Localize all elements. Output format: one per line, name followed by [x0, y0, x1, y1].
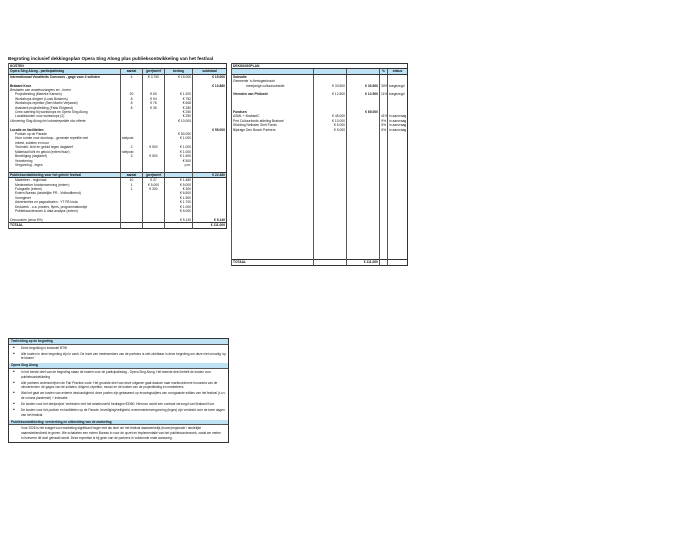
cell: € 10.000 [165, 119, 193, 123]
cell: Vrienden van Philoxéé [232, 92, 314, 96]
cell: 41% [381, 114, 388, 119]
cell: € 3.750 [143, 74, 165, 79]
cell: meerjarige cultuursubsidie [232, 84, 314, 88]
cell [388, 260, 408, 265]
cell: ASML + BrabantC [232, 114, 314, 118]
cell: stelpost [121, 150, 143, 154]
cell: Marketeer - regionaal [9, 178, 121, 183]
cell: € 1.480 [165, 178, 193, 183]
cell: stelpost [121, 136, 143, 140]
cell: € 1.000 [165, 150, 193, 154]
cell: Workshops dirigent (Louis Buskens) [9, 97, 121, 101]
cell: Fotografie (extern) [9, 187, 121, 191]
cell: 5% [381, 123, 386, 128]
cell: 8 [121, 101, 143, 105]
total-row [232, 260, 408, 265]
cell: Fondsen [232, 110, 314, 114]
cell: € 5.140 [193, 218, 227, 223]
cell: 1 [121, 187, 143, 191]
cell: Advertenties en pagnaticalen : YT FB Insta [9, 200, 121, 204]
cell: Vergunning - leges [9, 163, 121, 167]
pub-header: Publieksontwikkeling: versterking en uitbreiding van de marketing [9, 420, 228, 426]
cell: % [380, 69, 388, 74]
cell: Onvoorzien (circa 5%) [9, 218, 121, 223]
cell: 40 [121, 178, 143, 183]
cell: € 94 [143, 97, 165, 101]
cell: Materiaal licht en geluid (extern/huur) [9, 150, 121, 154]
cell: € 1.200 [165, 92, 193, 96]
cell: € 35 [143, 106, 165, 110]
cell: € 5.000 [165, 183, 193, 187]
cell: in aanvraag [389, 123, 407, 128]
cell: Medewerker fondsenwerving (extern) [9, 183, 121, 187]
cell: € 13.860 [193, 84, 227, 88]
cell: € 15.000 [165, 74, 193, 79]
cell: orkest, solisten en koor [9, 141, 121, 145]
cell: € 33.500 [314, 84, 347, 88]
cell: Brabant Koor [9, 84, 121, 88]
cell: Gemeente 's-Hertogenbosch [232, 79, 314, 83]
cell: € 45.000 [314, 114, 347, 118]
cell: Drukwerk - o.a. posters, flyers, programmaboekje [9, 205, 121, 209]
cell: € 76 [143, 101, 165, 105]
cell: € 22.480 [193, 172, 227, 177]
note-item: ■ De kosten voor het deelproject 'verbinden met het amateurveld' bedragen €3360. Hiervoor wordt een contract verzorgd van Brabant Koor [21, 402, 226, 407]
cell: Techniek: licht en geluid tegen dagtarief [9, 145, 121, 149]
cell: 5% [381, 127, 386, 132]
cell: € 37 [143, 178, 165, 183]
cell: € 55.000 [193, 128, 227, 132]
cell: € 6.500 [165, 191, 193, 195]
cell: € 300 [143, 187, 165, 191]
cell [121, 223, 143, 228]
cell: Projectleiding (Marieke Kansen) [9, 92, 121, 96]
cell: € 50.000 [165, 132, 193, 136]
cell: € 5.000 [314, 123, 347, 127]
cell: Prnt Cultuurfonds afdeling Brabant [232, 119, 314, 123]
cell: € 752 [165, 97, 193, 101]
cell: DEKKINGSPLAN [232, 64, 408, 69]
cell: € 1.500 [165, 196, 193, 200]
cell: TOTAAL [232, 260, 314, 265]
cell: 3 [121, 154, 143, 158]
cell: € 10.000 [314, 119, 347, 123]
cell [165, 223, 193, 228]
cell: Workshops repetitor (Bert Martin Verjaand) [9, 101, 121, 105]
cell [380, 260, 388, 265]
cell: aantal [121, 69, 143, 74]
cell: € 1.000 [165, 136, 193, 140]
cell: Subsidie [232, 74, 314, 79]
cell: Beveiliging (dagtarief) [9, 154, 121, 158]
note-item: ■ De kosten voor het podium en faciliteiten op de Parade, beveiliging/veiligheid, evenementenvergunning (leges) zijn verdeeld over de twee dagen van het festival. [21, 408, 226, 417]
cell: in aanvraag [389, 118, 407, 123]
cell: TOTAAL [9, 223, 121, 228]
cell: Crew catering bij workshops en Opera Sing Along [9, 110, 121, 114]
cell: 30% [381, 83, 388, 88]
cell: Huur ruimte voor doorloop - generale repetitie met [9, 136, 121, 140]
note-item: ■ In het eerste deel van de begroting staan de kosten voor de participatiedag - Opera Sing Along. Het tweede deel betreft de kosten voor publieksontwikkeling [21, 370, 226, 379]
cell: € 5.000 [143, 183, 165, 187]
cell: 1 [121, 183, 143, 187]
cell: Uitvoering Sing Along incl orkestrepetitie obv offerte [9, 119, 121, 123]
cell [143, 223, 165, 228]
cell: Vormgever [9, 196, 121, 200]
cell: 9% [381, 118, 386, 123]
cell: Locatiekosten voor workshops (2) [9, 114, 121, 118]
cell: Locatie en faciliteiten [9, 128, 121, 132]
cell: Internationaal Vocaliteits Concours - gage voor 4 solisten [9, 74, 121, 79]
cell: € 500 [143, 154, 165, 158]
cell: € 500 [143, 145, 165, 149]
cell: € 1.500 [165, 154, 193, 158]
cell: (per)tarief [143, 172, 165, 177]
cell: € 65.000 [347, 110, 380, 114]
toelichting-box [8, 338, 229, 443]
kosten-table [8, 63, 227, 229]
cell: 4 [121, 74, 143, 79]
cell: Opera Sing Along - participatiedag [9, 69, 121, 74]
cell: 8 [121, 106, 143, 110]
cell: toegezegd [388, 84, 408, 88]
cell: p.m. [165, 163, 193, 167]
cell: € 111.000 [347, 260, 380, 265]
cell: Publieksontwikkeling voor het gehele festival [9, 172, 121, 177]
note-item: ■ Wat het gaat om kosten van externe deskundigheid: deze posten zijn gebaseerd op ervaringscijfers van voorgaande edities van het festival (t.o.v. de corona pandemie) + indexatie [21, 391, 226, 400]
cell: bedrag [165, 69, 193, 74]
cell: € 5.000 [165, 209, 193, 213]
cell: status [388, 69, 408, 74]
cell: 8 [121, 97, 143, 101]
cell: € 12.500 [347, 92, 380, 96]
toelichting-header: Toelichting op de begroting [9, 339, 228, 345]
cell: € 1.000 [165, 145, 193, 149]
cell: 11% [381, 92, 388, 97]
cell: € 5.140 [165, 218, 193, 223]
dekkingsplan-table [231, 63, 408, 266]
cell: € 12.500 [314, 92, 347, 96]
cell: Publieksonderzoek & data analyse (extern) [9, 209, 121, 213]
cell: € 15.000 [193, 74, 227, 79]
cell: € 1.000 [165, 205, 193, 209]
note-item: ■ Alle partners onderschrijven de Fair Practice code. Het grootste deel van deze uitgaven gaat daarom naar marktconforme honoraria van de uitvoerenden: de gages van de solisten, dirigent, repetitor, musici en de kosten van de projectleiding en marketeers. [21, 381, 226, 390]
cell: Bijdrage Den Bosch Partners [232, 128, 314, 132]
cell: in aanvraag [389, 114, 407, 119]
cell: € 250 [165, 110, 193, 114]
cell: € 33.500 [347, 84, 380, 88]
cell [314, 260, 347, 265]
cell: 2 [121, 145, 143, 149]
cell: € 280 [165, 106, 193, 110]
cell: aantal [121, 172, 143, 177]
page-title: Begroting inclusief dekkingsplan Opera Sing Along plus publieksontwikkeling van het festival [8, 56, 214, 61]
cell: Verzekering [9, 159, 121, 163]
cell: € 60 [143, 92, 165, 96]
cell: € 608 [165, 101, 193, 105]
cell: toegezegd [388, 92, 408, 96]
cell: Assistent projectleiding (Fabu Ekigeest) [9, 106, 121, 110]
cell: KOSTEN [9, 64, 227, 69]
cell: € 5.000 [314, 128, 347, 132]
general-notes [9, 345, 228, 364]
cell: subtotaal [193, 69, 227, 74]
cell: € 1.700 [165, 200, 193, 204]
cell: € 111.000 [193, 223, 227, 228]
cell: € 300 [165, 187, 193, 191]
cell: Bestaden van amateurzangers en - koren [9, 88, 121, 92]
total-row [9, 223, 227, 228]
cell: in aanvraag [389, 127, 407, 132]
osa-notes [9, 369, 228, 420]
cell: Podium op de Parade [9, 132, 121, 136]
note-item: ■ Deze begroting is exclusief BTW [21, 346, 226, 351]
cell: € 500 [165, 159, 193, 163]
pub-text: Voor 2026 is het budget voor marketing significant hoger met als doel om het festival daadwerkelijk (boven)regionale / landelijke naamsbekendheid te geven. We schakelen een extern Bureau in voor de opzet en implementatie van het publieksonderzoek, zodat we meten in hoeverre dit doel gehaald wordt. Deze expertise is bij geen van de partners in voldoende mate aanwezig. [21, 426, 221, 440]
cell: 20 [121, 92, 143, 96]
cell: (per)tarief [143, 69, 165, 74]
note-item: ■ Alle kosten in deze begroting zijn in cash. De inzet van medewerkers van de partners is niet zichtbaar in deze begroting om deze niet onnodig 'op te blazen' [21, 352, 226, 361]
cell: Extern Bureau (landelijke PR - Vrdbsdfbrevd) [9, 191, 121, 195]
osa-header: Opera Sing Along [9, 363, 228, 369]
cell: € 250 [165, 114, 193, 118]
cell: Stichting Nelissen Smit Fonds [232, 123, 314, 127]
